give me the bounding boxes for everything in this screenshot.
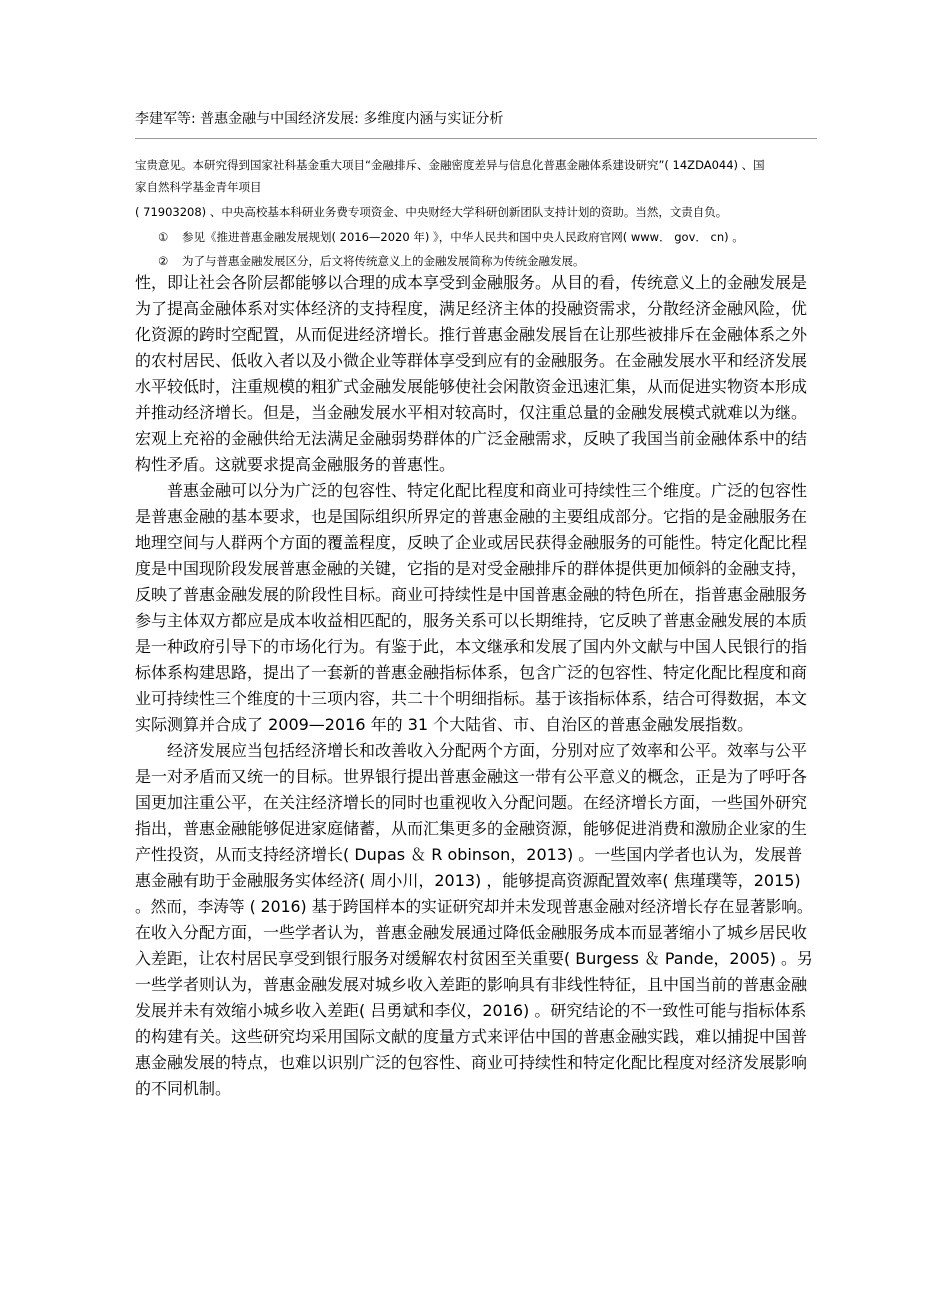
body-line: 是普惠金融的基本要求，也是国际组织所界定的普惠金融的主要组成部分。它指的是金融服务在 xyxy=(135,507,808,526)
body-line: 宏观上充裕的金融供给无法满足金融弱势群体的广泛金融需求，反映了我国当前金融体系中的结 xyxy=(135,429,808,448)
body-line: 性，即让社会各阶层都能够以合理的成本享受到金融服务。从目的看，传统意义上的金融发展是 xyxy=(135,273,808,292)
footnote-text: 为了与普惠金融发展区分，后文将传统意义上的金融发展简称为传统金融发展。 xyxy=(182,254,585,268)
running-head: 李建军等: 普惠金融与中国经济发展: 多维度内涵与实证分析 xyxy=(135,111,504,127)
footnote-funding-line: ( 71903208) 、中央高校基本科研业务费专项资金、中央财经大学科研创新团队支持计划的资助。当然，文责自负。 xyxy=(135,205,728,219)
paragraph-first-line: 普惠金融可以分为广泛的包容性、特定化配比程度和商业可持续性三个维度。广泛的包容性 xyxy=(167,481,808,500)
body-line: 的构建有关。这些研究均采用国际文献的度量方式来评估中国的普惠金融实践，难以捕捉中国普 xyxy=(135,1027,808,1046)
footnote-note xyxy=(158,254,585,268)
body-line: 实际测算并合成了 2009—2016 年的 31 个大陆省、市、自治区的普惠金融发展指数。 xyxy=(135,715,754,734)
body-line: 国更加注重公平，在关注经济增长的同时也重视收入分配问题。在经济增长方面，一些国外研究 xyxy=(135,793,808,812)
footnote-funding-line: 宝贵意见。本研究得到国家社科基金重大项目“金融排斥、金融密度差异与信息化普惠金融体系建设研究”( 14ZDA044) 、国 xyxy=(135,158,765,172)
body-line: 发展并未有效缩小城乡收入差距( 吕勇斌和李仪，2016) 。研究结论的不一致性可能与指标体系 xyxy=(135,1001,807,1020)
body-line: 是一种政府引导下的市场化行为。有鉴于此，本文继承和发展了国内外文献与中国人民银行的指 xyxy=(135,637,808,656)
body-line: 反映了普惠金融发展的阶段性目标。商业可持续性是中国普惠金融的特色所在，指普惠金融服务 xyxy=(135,585,808,604)
body-line: 产性投资，从而支持经济增长( Dupas ＆ R obinson，2013) 。一些国内学者也认为，发展普 xyxy=(135,845,803,864)
footnote-funding-line: 家自然科学基金青年项目 xyxy=(135,180,262,194)
body-line: 参与主体双方都应是成本收益相匹配的，服务关系可以长期维持，它反映了普惠金融发展的本质 xyxy=(135,611,808,630)
body-line: 度是中国现阶段发展普惠金融的关键，它指的是对受金融排斥的群体提供更加倾斜的金融支持， xyxy=(135,559,808,578)
body-line: 并推动经济增长。但是，当金融发展水平相对较高时，仅注重总量的金融发展模式就难以为继。 xyxy=(135,403,808,422)
body-line: 入差距，让农村居民享受到银行服务对缓解农村贫困至关重要( Burgess ＆ Pande，2005) 。另 xyxy=(135,949,813,968)
body-line: 标体系构建思路，提出了一套新的普惠金融指标体系，包含广泛的包容性、特定化配比程度和商 xyxy=(135,663,808,682)
footnote-marker: ① xyxy=(158,230,169,244)
footnote-note xyxy=(158,230,744,244)
body-line: 的农村居民、低收入者以及小微企业等群体享受到应有的金融服务。在金融发展水平和经济发展 xyxy=(135,351,808,370)
body-line: 的不同机制。 xyxy=(135,1079,232,1098)
header-rule xyxy=(135,138,817,139)
body-line: 惠金融有助于金融服务实体经济( 周小川，2013) ，能够提高资源配置效率( 焦瑾璞等，2015) xyxy=(135,871,801,890)
body-line: 化资源的跨时空配置，从而促进经济增长。推行普惠金融发展旨在让那些被排斥在金融体系之外 xyxy=(135,325,808,344)
body-line: 业可持续性三个维度的十三项内容，共二十个明细指标。基于该指标体系，结合可得数据，本文 xyxy=(135,689,808,708)
body-line: 水平较低时，注重规模的粗犷式金融发展能够使社会闲散资金迅速汇集，从而促进实物资本形成 xyxy=(135,377,808,396)
body-line: 指出，普惠金融能够促进家庭储蓄，从而汇集更多的金融资源，能够促进消费和激励企业家的生 xyxy=(135,819,808,838)
paragraph-first-line: 经济发展应当包括经济增长和改善收入分配两个方面，分别对应了效率和公平。效率与公平 xyxy=(167,741,808,760)
body-line: 在收入分配方面，一些学者认为，普惠金融发展通过降低金融服务成本而显著缩小了城乡居民收 xyxy=(135,923,808,942)
footnote-marker: ② xyxy=(158,254,169,268)
body-line: 为了提高金融体系对实体经济的支持程度，满足经济主体的投融资需求，分散经济金融风险，优 xyxy=(135,299,808,318)
body-line: 地理空间与人群两个方面的覆盖程度，反映了企业或居民获得金融服务的可能性。特定化配比程 xyxy=(135,533,808,552)
body-line: 惠金融发展的特点，也难以识别广泛的包容性、商业可持续性和特定化配比程度对经济发展影响 xyxy=(135,1053,808,1072)
body-line: 构性矛盾。这就要求提高金融服务的普惠性。 xyxy=(135,455,456,474)
body-line: 是一对矛盾而又统一的目标。世界银行提出普惠金融这一带有公平意义的概念，正是为了呼吁各 xyxy=(135,767,808,786)
footnote-text: 参见《推进普惠金融发展规划( 2016—2020 年) 》，中华人民共和国中央人民政府官网( www． gov． cn) 。 xyxy=(182,230,744,244)
body-line: 一些学者则认为，普惠金融发展对城乡收入差距的影响具有非线性特征，且中国当前的普惠金融 xyxy=(135,975,808,994)
body-line: 。然而，李涛等 ( 2016) 基于跨国样本的实证研究却并未发现普惠金融对经济增长存在显著影响。 xyxy=(135,897,813,916)
